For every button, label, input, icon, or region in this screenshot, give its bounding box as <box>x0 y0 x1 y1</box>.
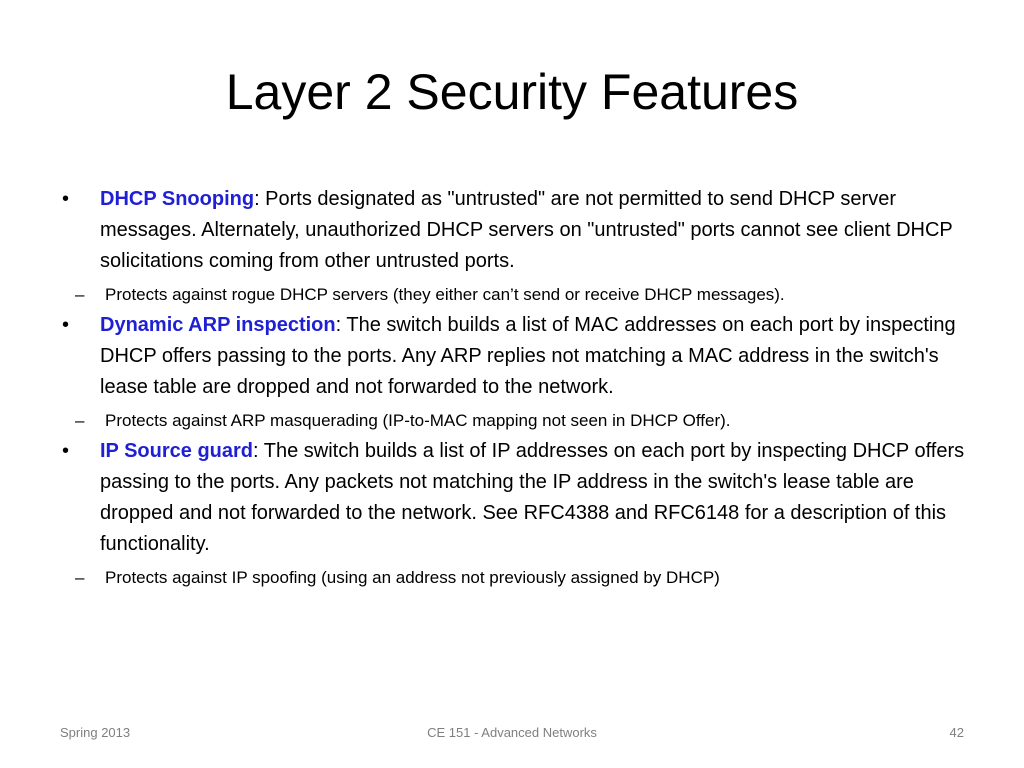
slide-content <box>60 184 980 593</box>
sub-bullet-text: Protects against ARP masquerading (IP-to-MAC mapping not seen in DHCP Offer). <box>105 411 731 430</box>
sub-bullet-text: Protects against IP spoofing (using an address not previously assigned by DHCP) <box>105 568 720 587</box>
sub-bullet-text: Protects against rogue DHCP servers (they either can’t send or receive DHCP messages). <box>105 285 785 304</box>
slide-title: Layer 2 Security Features <box>225 64 799 120</box>
sub-bullet-dynamic-arp-inspection <box>60 405 980 436</box>
bullet-term: Dynamic ARP inspection <box>100 314 336 336</box>
bullet-term: IP Source guard <box>100 440 254 462</box>
bullet-dot-icon: • <box>62 440 70 462</box>
bullet-text: : Ports designated as "untrusted" are not permitted to send DHCP server messages. Alternately, unauthorized DHCP servers on "untrusted" ports cannot see client DHCP solicitations coming from other untrusted ports. <box>100 188 953 272</box>
bullet-dhcp-snooping <box>60 184 980 277</box>
dash-icon: – <box>75 285 85 304</box>
sub-bullet-dhcp-snooping <box>60 279 980 310</box>
footer-slide-number: 42 <box>949 725 964 740</box>
dash-icon: – <box>75 568 85 587</box>
bullet-ip-source-guard <box>60 436 980 560</box>
footer-date: Spring 2013 <box>60 725 131 740</box>
bullet-term: DHCP Snooping <box>100 188 255 210</box>
bullet-dynamic-arp-inspection <box>60 310 980 403</box>
bullet-dot-icon: • <box>62 188 70 210</box>
bullet-text: : The switch builds a list of MAC addresses on each port by inspecting DHCP offers passing to the ports. Any ARP replies not matching a MAC address in the switch's lease table are dropped and not forwarded to the network. <box>100 314 956 398</box>
sub-bullet-ip-source-guard <box>60 562 980 593</box>
bullet-text: : The switch builds a list of IP addresses on each port by inspecting DHCP offers passing to the ports. Any packets not matching the IP address in the switch's lease table are dropped and not forwarded to the network. See RFC4388 and RFC6148 for a description of this functionality. <box>100 440 965 555</box>
footer-course: CE 151 - Advanced Networks <box>427 725 597 740</box>
bullet-dot-icon: • <box>62 314 70 336</box>
dash-icon: – <box>75 411 85 430</box>
